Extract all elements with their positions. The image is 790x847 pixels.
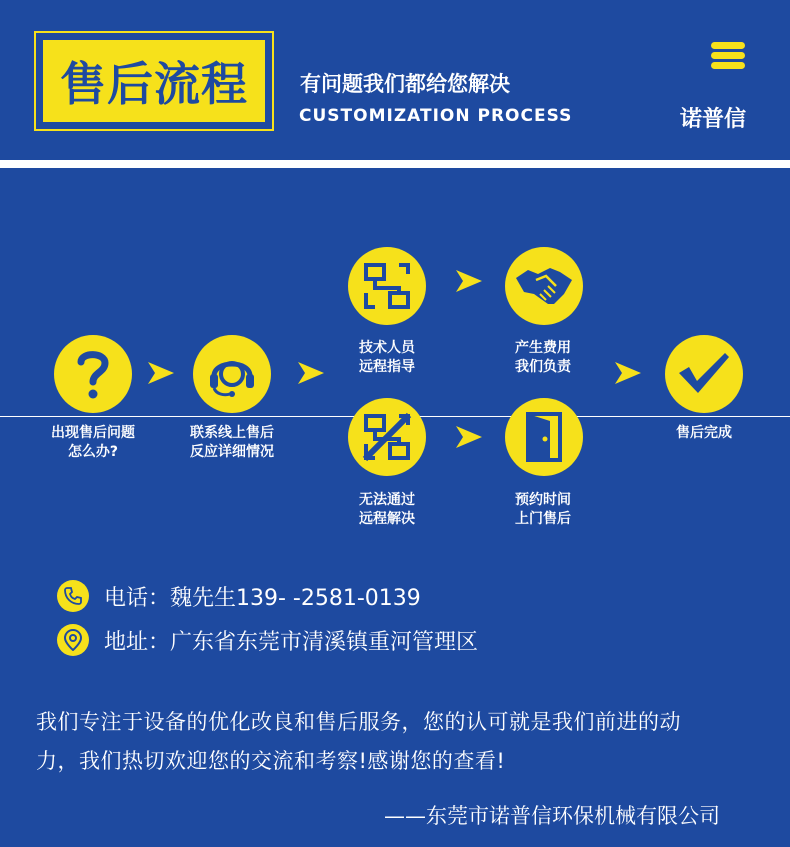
location-icon: [57, 624, 89, 656]
title-banner: [43, 40, 265, 122]
arrow-icon: [456, 426, 482, 448]
step-label-no-remote: [347, 491, 427, 529]
contact-phone: 电话：魏先生139- -2581-0139: [104, 586, 421, 611]
step-label-line: 出现售后问题: [51, 425, 135, 441]
phone-icon: [57, 580, 89, 612]
message-line-2: 力，我们热切欢迎您的交流和考察!感谢您的查看!: [36, 749, 506, 773]
step-label-line: 联系线上售后: [190, 425, 274, 441]
company-signature: ——东莞市诺普信环保机械有限公司: [384, 804, 720, 828]
header: [0, 0, 790, 160]
arrow-icon: [456, 270, 482, 292]
arrow-icon: [615, 362, 641, 384]
menu-icon[interactable]: [711, 42, 745, 70]
handshake-icon: [505, 247, 583, 325]
step-label-line: 售后完成: [676, 425, 732, 441]
step-label-line: 无法通过: [359, 492, 415, 508]
subtitle-chinese: 有问题我们都给您解决: [300, 72, 510, 96]
step-label-line: 我们负责: [515, 359, 571, 375]
step-label-complete: [660, 424, 748, 443]
page-title: 售后流程: [60, 57, 248, 111]
header-divider: [0, 160, 790, 168]
step-label-line: 预约时间: [515, 492, 571, 508]
remote-network-icon: [348, 247, 426, 325]
step-label-line: 技术人员: [359, 340, 415, 356]
title-box: [34, 31, 274, 131]
brand-name: 诺普信: [680, 107, 747, 132]
headset-icon: [193, 335, 271, 413]
question-icon: [54, 335, 132, 413]
step-label-line: 远程解决: [359, 511, 415, 527]
subtitle-english: CUSTOMIZATION PROCESS: [299, 106, 573, 126]
arrow-icon: [148, 362, 174, 384]
step-label-line: 产生费用: [515, 340, 571, 356]
step-label-visit: [503, 491, 583, 529]
arrow-icon: [298, 362, 324, 384]
message-line-1: 我们专注于设备的优化改良和售后服务，您的认可就是我们前进的动: [36, 710, 681, 734]
door-icon: [505, 398, 583, 476]
step-label-line: 反应详细情况: [190, 444, 274, 460]
step-label-problem: [43, 424, 143, 462]
remote-blocked-icon: [348, 398, 426, 476]
step-label-remote: [347, 339, 427, 377]
step-label-fee: [503, 339, 583, 377]
step-label-line: 上门售后: [515, 511, 571, 527]
step-label-line: 怎么办?: [67, 444, 119, 460]
step-label-line: 远程指导: [359, 359, 415, 375]
contact-address: 地址：广东省东莞市清溪镇重河管理区: [104, 630, 479, 655]
checkmark-icon: [665, 335, 743, 413]
step-label-contact: [178, 424, 286, 462]
